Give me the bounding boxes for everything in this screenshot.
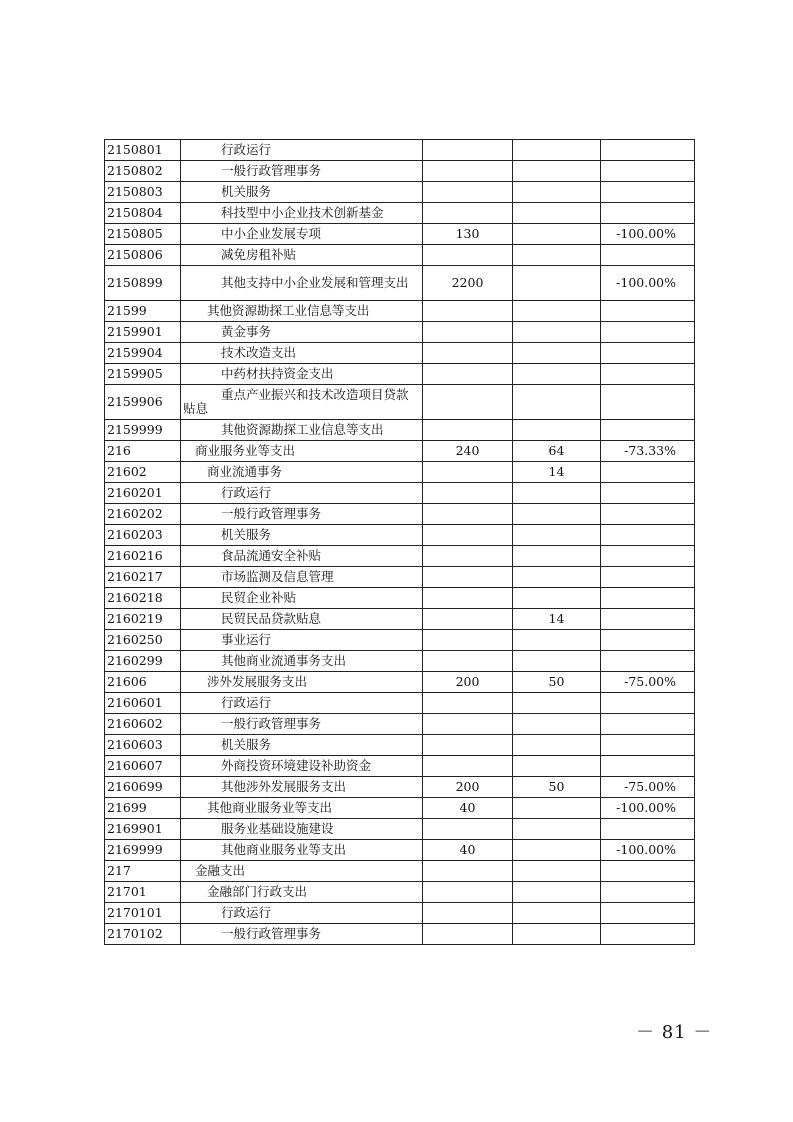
subject-name-cell: 重点产业振兴和技术改造项目贷款贴息	[181, 385, 423, 420]
subject-name-cell: 机关服务	[181, 735, 423, 756]
subject-code-cell: 2160299	[105, 651, 181, 672]
amount-cell-1: 240	[423, 441, 513, 462]
amount-cell-2	[513, 322, 601, 343]
amount-cell-1	[423, 483, 513, 504]
subject-code-cell: 2159901	[105, 322, 181, 343]
change-percent-cell: -75.00%	[601, 672, 695, 693]
subject-name-cell: 民贸企业补贴	[181, 588, 423, 609]
subject-name-cell: 其他资源勘探工业信息等支出	[181, 420, 423, 441]
table-row	[105, 609, 695, 630]
amount-cell-2	[513, 266, 601, 301]
amount-cell-1	[423, 651, 513, 672]
subject-code-cell: 2160216	[105, 546, 181, 567]
table-row	[105, 735, 695, 756]
table-row	[105, 322, 695, 343]
amount-cell-2	[513, 693, 601, 714]
amount-cell-1	[423, 735, 513, 756]
subject-code-cell: 2160219	[105, 609, 181, 630]
table-row	[105, 364, 695, 385]
change-percent-cell	[601, 861, 695, 882]
subject-code-cell: 2150803	[105, 182, 181, 203]
subject-name-cell: 科技型中小企业技术创新基金	[181, 203, 423, 224]
subject-code-cell: 2160699	[105, 777, 181, 798]
subject-name-cell: 市场监测及信息管理	[181, 567, 423, 588]
subject-code-cell: 2150805	[105, 224, 181, 245]
subject-code-cell: 2150806	[105, 245, 181, 266]
amount-cell-2	[513, 364, 601, 385]
budget-table-container	[104, 139, 694, 945]
table-row	[105, 840, 695, 861]
change-percent-cell	[601, 301, 695, 322]
subject-name-cell: 行政运行	[181, 903, 423, 924]
subject-name-cell: 涉外发展服务支出	[181, 672, 423, 693]
subject-code-cell: 21701	[105, 882, 181, 903]
amount-cell-1	[423, 756, 513, 777]
subject-code-cell: 2169999	[105, 840, 181, 861]
subject-name-cell: 一般行政管理事务	[181, 161, 423, 182]
subject-code-cell: 2160607	[105, 756, 181, 777]
amount-cell-1: 130	[423, 224, 513, 245]
subject-name-cell: 其他商业服务业等支出	[181, 798, 423, 819]
amount-cell-1	[423, 924, 513, 945]
change-percent-cell	[601, 882, 695, 903]
subject-code-cell: 2160603	[105, 735, 181, 756]
change-percent-cell	[601, 903, 695, 924]
amount-cell-2	[513, 588, 601, 609]
subject-code-cell: 2170102	[105, 924, 181, 945]
amount-cell-2	[513, 182, 601, 203]
table-row	[105, 861, 695, 882]
subject-name-cell: 行政运行	[181, 483, 423, 504]
amount-cell-1: 40	[423, 840, 513, 861]
subject-name-cell: 行政运行	[181, 693, 423, 714]
subject-name-cell: 金融部门行政支出	[181, 882, 423, 903]
table-row	[105, 903, 695, 924]
amount-cell-1	[423, 567, 513, 588]
subject-name-cell: 一般行政管理事务	[181, 714, 423, 735]
amount-cell-1	[423, 525, 513, 546]
amount-cell-2	[513, 714, 601, 735]
amount-cell-2	[513, 756, 601, 777]
change-percent-cell	[601, 819, 695, 840]
change-percent-cell	[601, 140, 695, 161]
change-percent-cell	[601, 504, 695, 525]
amount-cell-2	[513, 735, 601, 756]
subject-code-cell: 2160201	[105, 483, 181, 504]
budget-table	[104, 139, 695, 945]
change-percent-cell	[601, 630, 695, 651]
amount-cell-1	[423, 301, 513, 322]
subject-code-cell: 2159906	[105, 385, 181, 420]
change-percent-cell	[601, 525, 695, 546]
subject-name-cell: 行政运行	[181, 140, 423, 161]
amount-cell-2	[513, 651, 601, 672]
change-percent-cell	[601, 651, 695, 672]
table-row	[105, 567, 695, 588]
table-row	[105, 343, 695, 364]
subject-code-cell: 2159905	[105, 364, 181, 385]
change-percent-cell	[601, 609, 695, 630]
change-percent-cell	[601, 567, 695, 588]
amount-cell-1	[423, 245, 513, 266]
subject-code-cell: 2159999	[105, 420, 181, 441]
change-percent-cell: -100.00%	[601, 224, 695, 245]
subject-name-cell: 其他商业流通事务支出	[181, 651, 423, 672]
amount-cell-2	[513, 525, 601, 546]
amount-cell-2: 64	[513, 441, 601, 462]
change-percent-cell	[601, 182, 695, 203]
table-row	[105, 777, 695, 798]
subject-code-cell: 2160217	[105, 567, 181, 588]
change-percent-cell	[601, 924, 695, 945]
amount-cell-1	[423, 819, 513, 840]
subject-name-cell: 机关服务	[181, 525, 423, 546]
amount-cell-2	[513, 343, 601, 364]
table-row	[105, 385, 695, 420]
subject-name-cell: 减免房租补贴	[181, 245, 423, 266]
amount-cell-2	[513, 903, 601, 924]
table-row	[105, 462, 695, 483]
change-percent-cell: -100.00%	[601, 266, 695, 301]
amount-cell-1	[423, 630, 513, 651]
amount-cell-1	[423, 588, 513, 609]
subject-name-cell: 金融支出	[181, 861, 423, 882]
amount-cell-1	[423, 882, 513, 903]
change-percent-cell	[601, 385, 695, 420]
table-row	[105, 140, 695, 161]
subject-code-cell: 2160202	[105, 504, 181, 525]
table-row	[105, 672, 695, 693]
subject-code-cell: 2160601	[105, 693, 181, 714]
change-percent-cell	[601, 245, 695, 266]
subject-name-cell: 机关服务	[181, 182, 423, 203]
table-row	[105, 819, 695, 840]
change-percent-cell	[601, 343, 695, 364]
amount-cell-1	[423, 161, 513, 182]
table-row	[105, 924, 695, 945]
amount-cell-2	[513, 924, 601, 945]
amount-cell-1	[423, 140, 513, 161]
subject-code-cell: 2150802	[105, 161, 181, 182]
subject-code-cell: 2160218	[105, 588, 181, 609]
subject-code-cell: 2159904	[105, 343, 181, 364]
subject-name-cell: 黄金事务	[181, 322, 423, 343]
table-row	[105, 756, 695, 777]
change-percent-cell	[601, 483, 695, 504]
subject-code-cell: 2160602	[105, 714, 181, 735]
amount-cell-2	[513, 546, 601, 567]
table-row	[105, 525, 695, 546]
subject-name-cell: 其他资源勘探工业信息等支出	[181, 301, 423, 322]
amount-cell-2	[513, 819, 601, 840]
subject-code-cell: 216	[105, 441, 181, 462]
change-percent-cell	[601, 735, 695, 756]
subject-code-cell: 21602	[105, 462, 181, 483]
subject-name-cell: 一般行政管理事务	[181, 504, 423, 525]
change-percent-cell	[601, 203, 695, 224]
change-percent-cell	[601, 693, 695, 714]
table-row	[105, 651, 695, 672]
table-row	[105, 441, 695, 462]
subject-name-cell: 一般行政管理事务	[181, 924, 423, 945]
amount-cell-1: 40	[423, 798, 513, 819]
amount-cell-2: 14	[513, 462, 601, 483]
change-percent-cell: -73.33%	[601, 441, 695, 462]
table-row	[105, 798, 695, 819]
subject-code-cell: 2150801	[105, 140, 181, 161]
amount-cell-2	[513, 385, 601, 420]
table-row	[105, 420, 695, 441]
amount-cell-2: 50	[513, 777, 601, 798]
table-row	[105, 546, 695, 567]
amount-cell-2: 50	[513, 672, 601, 693]
amount-cell-1	[423, 182, 513, 203]
amount-cell-2	[513, 224, 601, 245]
change-percent-cell	[601, 462, 695, 483]
subject-code-cell: 2169901	[105, 819, 181, 840]
table-row	[105, 714, 695, 735]
table-row	[105, 588, 695, 609]
subject-name-cell: 服务业基础设施建设	[181, 819, 423, 840]
table-row	[105, 161, 695, 182]
amount-cell-1	[423, 203, 513, 224]
subject-name-cell: 事业运行	[181, 630, 423, 651]
subject-name-cell: 其他支持中小企业发展和管理支出	[181, 266, 423, 301]
amount-cell-2	[513, 161, 601, 182]
change-percent-cell	[601, 714, 695, 735]
amount-cell-2	[513, 630, 601, 651]
amount-cell-2: 14	[513, 609, 601, 630]
amount-cell-1	[423, 420, 513, 441]
amount-cell-2	[513, 301, 601, 322]
amount-cell-2	[513, 140, 601, 161]
amount-cell-1	[423, 609, 513, 630]
subject-name-cell: 其他涉外发展服务支出	[181, 777, 423, 798]
amount-cell-2	[513, 882, 601, 903]
change-percent-cell	[601, 161, 695, 182]
amount-cell-2	[513, 504, 601, 525]
subject-name-cell: 食品流通安全补贴	[181, 546, 423, 567]
table-row	[105, 266, 695, 301]
amount-cell-1	[423, 504, 513, 525]
table-row	[105, 483, 695, 504]
subject-code-cell: 21599	[105, 301, 181, 322]
amount-cell-1	[423, 462, 513, 483]
amount-cell-1	[423, 322, 513, 343]
table-row	[105, 224, 695, 245]
change-percent-cell: -100.00%	[601, 798, 695, 819]
amount-cell-2	[513, 483, 601, 504]
amount-cell-1	[423, 714, 513, 735]
table-row	[105, 245, 695, 266]
change-percent-cell	[601, 546, 695, 567]
amount-cell-2	[513, 420, 601, 441]
subject-name-cell: 外商投资环境建设补助资金	[181, 756, 423, 777]
subject-name-cell: 中药材扶持资金支出	[181, 364, 423, 385]
table-row	[105, 882, 695, 903]
amount-cell-2	[513, 567, 601, 588]
subject-code-cell: 2150804	[105, 203, 181, 224]
table-row	[105, 693, 695, 714]
amount-cell-1: 200	[423, 672, 513, 693]
change-percent-cell	[601, 588, 695, 609]
page-number: － 81 －	[636, 1022, 713, 1043]
table-row	[105, 301, 695, 322]
amount-cell-1	[423, 343, 513, 364]
subject-code-cell: 2160250	[105, 630, 181, 651]
subject-name-cell: 中小企业发展专项	[181, 224, 423, 245]
subject-code-cell: 21606	[105, 672, 181, 693]
amount-cell-2	[513, 861, 601, 882]
change-percent-cell	[601, 322, 695, 343]
change-percent-cell	[601, 364, 695, 385]
subject-name-cell: 民贸民品贷款贴息	[181, 609, 423, 630]
subject-name-cell: 其他商业服务业等支出	[181, 840, 423, 861]
amount-cell-2	[513, 840, 601, 861]
table-row	[105, 630, 695, 651]
subject-name-cell: 技术改造支出	[181, 343, 423, 364]
amount-cell-2	[513, 798, 601, 819]
subject-code-cell: 217	[105, 861, 181, 882]
subject-name-cell: 商业流通事务	[181, 462, 423, 483]
table-row	[105, 203, 695, 224]
change-percent-cell: -100.00%	[601, 840, 695, 861]
subject-code-cell: 2170101	[105, 903, 181, 924]
amount-cell-1: 2200	[423, 266, 513, 301]
subject-name-cell: 商业服务业等支出	[181, 441, 423, 462]
amount-cell-1	[423, 546, 513, 567]
subject-code-cell: 2160203	[105, 525, 181, 546]
amount-cell-1: 200	[423, 777, 513, 798]
amount-cell-1	[423, 385, 513, 420]
subject-code-cell: 2150899	[105, 266, 181, 301]
change-percent-cell: -75.00%	[601, 777, 695, 798]
change-percent-cell	[601, 420, 695, 441]
amount-cell-1	[423, 693, 513, 714]
amount-cell-1	[423, 903, 513, 924]
table-row	[105, 182, 695, 203]
subject-code-cell: 21699	[105, 798, 181, 819]
amount-cell-1	[423, 861, 513, 882]
amount-cell-1	[423, 364, 513, 385]
table-row	[105, 504, 695, 525]
amount-cell-2	[513, 245, 601, 266]
change-percent-cell	[601, 756, 695, 777]
amount-cell-2	[513, 203, 601, 224]
budget-table-body	[105, 140, 695, 945]
